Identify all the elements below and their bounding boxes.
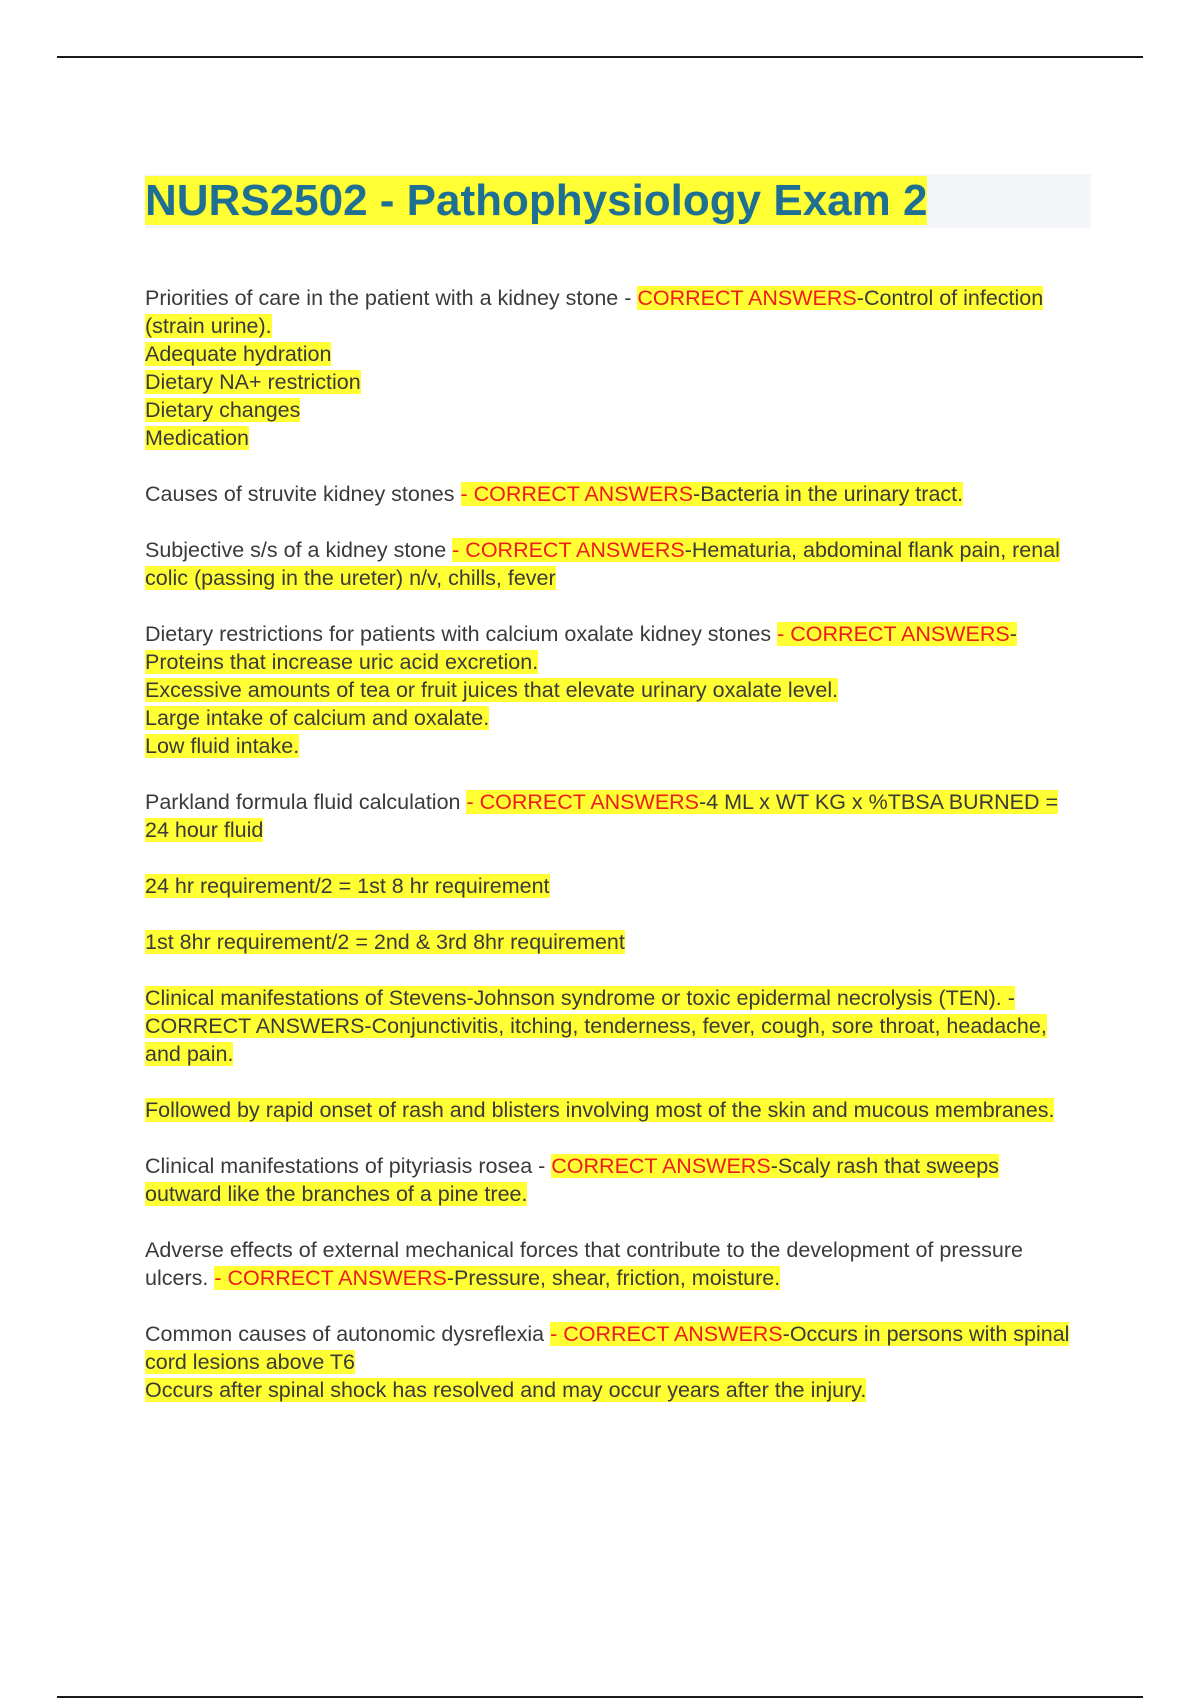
answer-text: -Pressure, shear, friction, moisture. xyxy=(446,1266,781,1290)
entry-struvite-causes xyxy=(145,480,1075,508)
answer-text: -Bacteria in the urinary tract. xyxy=(693,482,964,506)
answer-text: -4 ML x WT KG x %TBSA BURNED = 24 hour fluid xyxy=(145,790,1059,842)
answer-line: Excessive amounts of tea or fruit juices that elevate urinary oxalate level. xyxy=(145,678,839,702)
answer-line: Large intake of calcium and oxalate. xyxy=(145,706,490,730)
correct-answers-marker: - CORRECT ANSWERS xyxy=(777,622,1010,646)
answer-text: -Hematuria, abdominal flank pain, renal colic (passing in the ureter) n/v, chills, fever xyxy=(145,538,1060,590)
correct-answers-marker: - CORRECT ANSWERS xyxy=(214,1266,447,1290)
answer-line: Adequate hydration xyxy=(145,342,332,366)
question-text: Subjective s/s of a kidney stone xyxy=(145,538,453,562)
bottom-rule xyxy=(57,1696,1143,1698)
correct-answers-marker: - CORRECT ANSWERS xyxy=(550,1322,783,1346)
answer-line: Medication xyxy=(145,426,249,450)
entry-8hr-requirement xyxy=(145,928,1075,956)
answer-line: Occurs after spinal shock has resolved and may occur years after the injury. xyxy=(145,1378,867,1402)
question-text: Clinical manifestations of pityriasis rosea - xyxy=(145,1154,552,1178)
correct-answers-marker: - CORRECT ANSWERS xyxy=(452,538,685,562)
correct-answers-marker: - CORRECT ANSWERS xyxy=(460,482,694,506)
question-text: Common causes of autonomic dysreflexia xyxy=(145,1322,551,1346)
entry-autonomic-dysreflexia xyxy=(145,1320,1075,1404)
correct-answers-marker: CORRECT ANSWERS xyxy=(551,1154,771,1178)
highlighted-text: Clinical manifestations of Stevens-Johnson syndrome or toxic epidermal necrolysis (TEN). - CORRECT ANSWERS-Conjunctivitis, itching, tenderness, fever, cough, sore throat, headache, and pain. xyxy=(145,986,1047,1066)
highlighted-text: 24 hr requirement/2 = 1st 8 hr requirement xyxy=(145,874,550,898)
entry-calcium-oxalate-restrictions xyxy=(145,620,1075,760)
answer-line: Low fluid intake. xyxy=(145,734,300,758)
document-body xyxy=(145,284,1075,1432)
entry-parkland-formula xyxy=(145,788,1075,844)
answer-text: -Proteins that increase uric acid excretion. xyxy=(145,622,1017,674)
entry-24hr-requirement xyxy=(145,872,1075,900)
correct-answers-marker: - CORRECT ANSWERS xyxy=(466,790,700,814)
question-text: Causes of struvite kidney stones xyxy=(145,482,461,506)
question-text: Adverse effects of external mechanical forces that contribute to the development of pressure ulcers. xyxy=(145,1238,1024,1290)
entry-stevens-johnson xyxy=(145,984,1075,1068)
question-text: Dietary restrictions for patients with calcium oxalate kidney stones xyxy=(145,622,778,646)
entry-rash-blisters xyxy=(145,1096,1075,1124)
answer-text: -Occurs in persons with spinal cord lesions above T6 xyxy=(145,1322,1070,1374)
entry-kidney-stone-priorities xyxy=(145,284,1075,452)
answer-text: -Control of infection (strain urine). xyxy=(145,286,1044,338)
entry-pityriasis-rosea xyxy=(145,1152,1075,1208)
entry-pressure-ulcers xyxy=(145,1236,1075,1292)
page-title-text: NURS2502 - Pathophysiology Exam 2 xyxy=(145,176,928,225)
entry-kidney-stone-subjective xyxy=(145,536,1075,592)
question-text: Priorities of care in the patient with a kidney stone - xyxy=(145,286,638,310)
answer-line: Dietary changes xyxy=(145,398,301,422)
answer-line: Dietary NA+ restriction xyxy=(145,370,361,394)
correct-answers-marker: CORRECT ANSWERS xyxy=(637,286,857,310)
page-title xyxy=(145,174,927,228)
answer-text: -Scaly rash that sweeps outward like the branches of a pine tree. xyxy=(145,1154,999,1206)
highlighted-text: Followed by rapid onset of rash and blisters involving most of the skin and mucous membranes. xyxy=(145,1098,1055,1122)
question-text: Parkland formula fluid calculation xyxy=(145,790,467,814)
top-rule xyxy=(57,56,1143,58)
highlighted-text: 1st 8hr requirement/2 = 2nd & 3rd 8hr requirement xyxy=(145,930,625,954)
